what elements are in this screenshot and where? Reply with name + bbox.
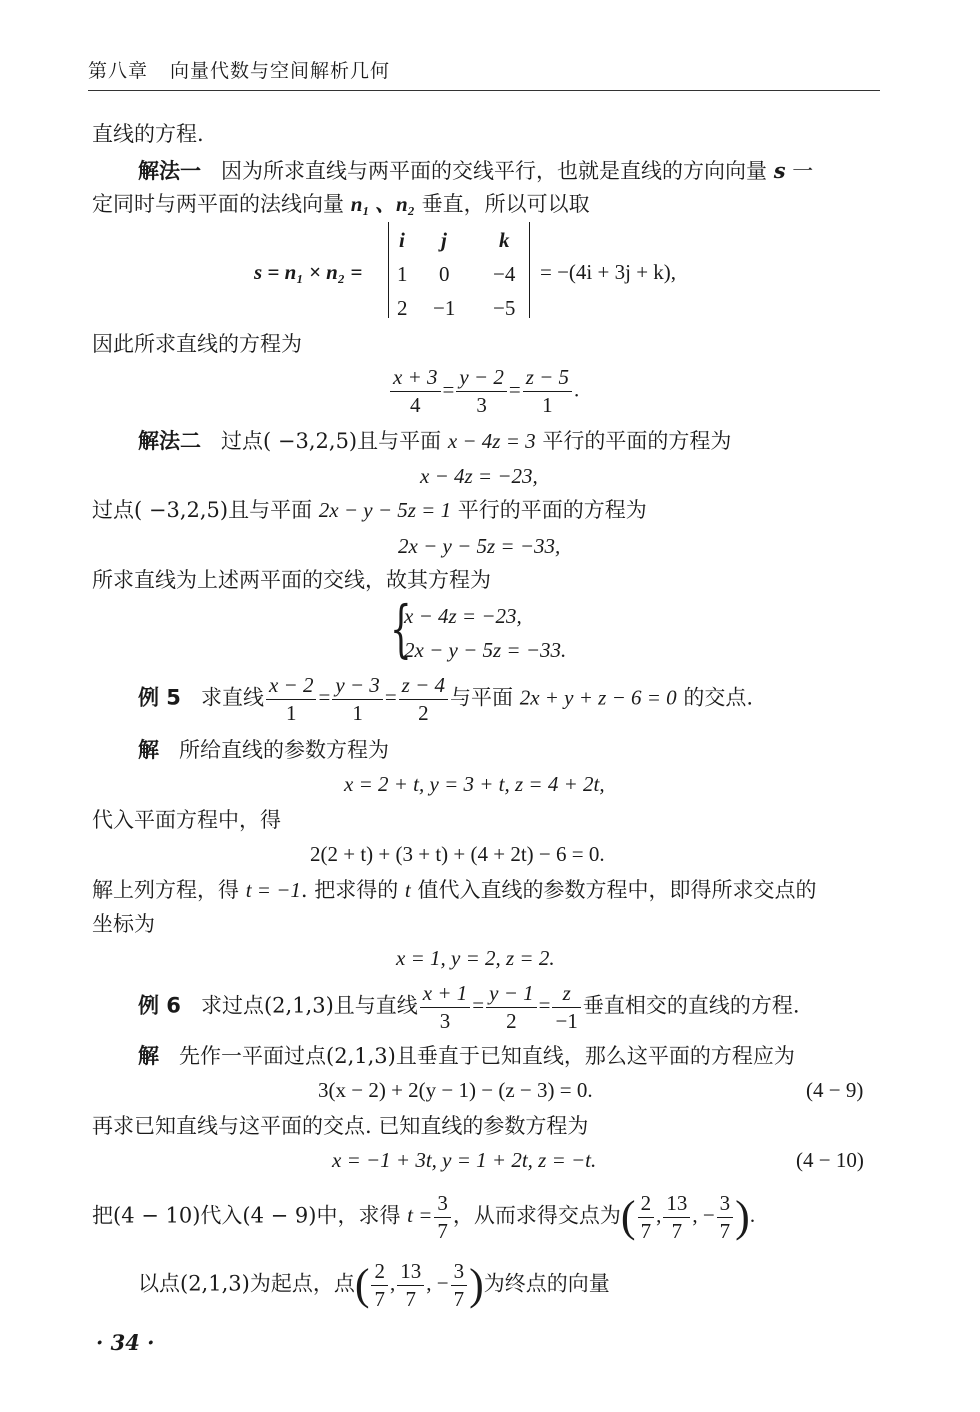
cross-product-rhs bbox=[540, 262, 676, 283]
fraction-denominator: 1 bbox=[285, 701, 297, 726]
text-fragment: 为终点的向量 bbox=[483, 1271, 610, 1296]
text-fragment: 再求已知直线与这平面的交点. 已知直线的参数方程为 bbox=[92, 1114, 589, 1138]
math-expression: x − 4z = 3 bbox=[447, 429, 536, 453]
equation-4-9 bbox=[318, 1080, 593, 1101]
fraction-numerator: z − 4 bbox=[399, 674, 448, 700]
fraction-denominator: 7 bbox=[671, 1219, 683, 1244]
math-expression: x − 4z = −23, bbox=[420, 464, 538, 488]
fraction-numerator: 3 bbox=[451, 1260, 468, 1286]
system-equation-1 bbox=[404, 606, 522, 627]
det-cell: 0 bbox=[439, 262, 450, 286]
fraction-denominator: 7 bbox=[374, 1287, 385, 1312]
paragraph-line: 把(4 − 10)代入(4 − 9)中，求得 t = $\frac{3}{7}$ ，从而求得交点为( $\frac{2}{7}$ , $\frac{13}{7}$ , − $\frac{3}{7}$ ). bbox=[92, 1191, 756, 1244]
method-two-label: 解法二 bbox=[138, 429, 201, 453]
chapter-number: 第八章 bbox=[88, 60, 149, 82]
solution-label: 解 bbox=[138, 1044, 159, 1068]
paragraph-line bbox=[92, 1116, 588, 1137]
paragraph-line bbox=[92, 334, 302, 355]
fraction-denominator: 7 bbox=[640, 1219, 652, 1244]
math-expression: = −(4i + 3j + k), bbox=[540, 260, 677, 284]
header-rule bbox=[88, 90, 880, 91]
det-cell: j bbox=[441, 228, 447, 252]
parametric-equation bbox=[344, 774, 605, 795]
math-expression: 2x + y + z − 6 = 0 bbox=[519, 685, 677, 710]
text-fragment: 与平面 bbox=[450, 685, 513, 710]
fraction-numerator: 2 bbox=[638, 1192, 655, 1218]
substituted-equation bbox=[310, 844, 605, 865]
fraction-denominator: 1 bbox=[352, 701, 363, 726]
fraction-numerator: x + 1 bbox=[420, 982, 471, 1008]
text-fragment: 垂直，所以可以取 bbox=[421, 192, 590, 216]
det-cell: −5 bbox=[493, 296, 516, 320]
solution-label: 解 bbox=[138, 738, 159, 762]
fraction-denominator: 2 bbox=[418, 701, 429, 726]
equation-tag: (4 − 9) bbox=[806, 1078, 864, 1102]
text-fragment: 坐标为 bbox=[92, 912, 155, 936]
det-cell: 1 bbox=[397, 262, 408, 286]
system-brace: { bbox=[390, 592, 412, 665]
fraction-numerator: y − 2 bbox=[456, 366, 507, 392]
math-expression: x − 4z = −23, bbox=[404, 604, 522, 628]
fraction-denominator: 7 bbox=[437, 1219, 448, 1244]
equation-tag: (4 − 10) bbox=[796, 1148, 864, 1172]
math-normals: n₁ 、n₂ bbox=[350, 192, 415, 216]
fraction-denominator: 2 bbox=[506, 1009, 517, 1034]
math-expression: s = n₁ × n₂ = bbox=[254, 260, 363, 284]
text-fragment: 因此所求直线的方程为 bbox=[92, 332, 302, 356]
equation-tag-4-10 bbox=[796, 1150, 864, 1171]
paragraph-line bbox=[92, 194, 590, 215]
text-fragment: 求过点(2,1,3)且与直线 bbox=[200, 993, 418, 1018]
paragraph-line bbox=[92, 500, 647, 521]
text-fragment: 过点( −3,2,5)且与平面 bbox=[221, 429, 442, 453]
math-expression: x = −1 + 3t, y = 1 + 2t, z = −t. bbox=[332, 1148, 597, 1172]
text-fragment: 所给直线的参数方程为 bbox=[179, 738, 390, 762]
det-cell: 2 bbox=[397, 296, 408, 320]
math-expression: t bbox=[404, 878, 411, 902]
fraction-numerator: 2 bbox=[371, 1260, 388, 1286]
paragraph-line bbox=[92, 124, 204, 145]
text-fragment: 的交点. bbox=[683, 685, 754, 710]
plane-equation bbox=[420, 466, 538, 487]
chapter-title: 向量代数与空间解析几何 bbox=[170, 60, 391, 82]
fraction-denominator: 7 bbox=[719, 1219, 731, 1244]
text-fragment: 定同时与两平面的法线向量 bbox=[92, 192, 344, 216]
text-fragment: 平行的平面的方程为 bbox=[457, 498, 647, 522]
text-fragment: 所求直线为上述两平面的交线，故其方程为 bbox=[92, 568, 491, 592]
fraction-numerator: 3 bbox=[717, 1192, 734, 1218]
text-fragment: 求直线 bbox=[200, 685, 264, 710]
det-cell: i bbox=[399, 228, 405, 252]
text-fragment: 因为所求直线与两平面的交线平行，也就是直线的方向向量 bbox=[221, 159, 768, 183]
fraction-denominator: 7 bbox=[405, 1287, 416, 1312]
fraction-numerator: x − 2 bbox=[266, 674, 317, 700]
method-one-label: 解法一 bbox=[138, 159, 201, 183]
fraction-numerator: z − 5 bbox=[523, 366, 572, 392]
example-five-statement: 例 5 求直线 $\frac{x - 2}{1}$ = $\frac{y - 3}{1}$ = $\frac{z - 4}{2}$ 与平面 2x + y + z − 6 = 0 的交点. bbox=[138, 673, 754, 726]
method-two-line bbox=[138, 431, 731, 452]
running-header bbox=[88, 56, 390, 83]
example-five-label: 例 5 bbox=[138, 685, 181, 710]
equation-tag-4-9 bbox=[806, 1080, 863, 1101]
text-fragment: 以点(2,1,3)为起点，点 bbox=[138, 1271, 355, 1296]
text-fragment: 一 bbox=[792, 159, 814, 183]
fraction-denominator: 4 bbox=[410, 393, 421, 418]
system-equation-2 bbox=[404, 640, 566, 661]
math-expression: 2x − y − 5z = −33. bbox=[404, 638, 567, 662]
text-fragment: 解上列方程，得 bbox=[92, 878, 239, 902]
math-expression: t = −1 bbox=[245, 878, 301, 902]
solution-line bbox=[138, 740, 389, 761]
equation-4-10 bbox=[332, 1150, 596, 1171]
plane-equation bbox=[398, 536, 560, 557]
math-s: s bbox=[773, 158, 786, 183]
fraction-numerator: y − 1 bbox=[486, 982, 537, 1008]
fraction-numerator: z bbox=[552, 982, 580, 1008]
text-fragment: 直线的方程. bbox=[92, 122, 204, 146]
paragraph-line bbox=[92, 810, 281, 831]
fraction-denominator: 3 bbox=[476, 393, 487, 418]
text-fragment: 垂直相交的直线的方程. bbox=[582, 993, 800, 1018]
determinant bbox=[388, 222, 530, 318]
paragraph-line bbox=[92, 880, 816, 901]
fraction-numerator: 13 bbox=[663, 1192, 690, 1218]
math-expression: 2x − y − 5z = 1 bbox=[318, 498, 452, 522]
fraction-numerator: 3 bbox=[434, 1192, 451, 1218]
fraction-numerator: x + 3 bbox=[390, 366, 441, 392]
det-cell: −4 bbox=[493, 262, 516, 286]
example-six-label: 例 6 bbox=[138, 993, 181, 1018]
paragraph-line: 以点(2,1,3)为起点，点( $\frac{2}{7}$ , $\frac{13}{7}$ , − $\frac{3}{7}$ )为终点的向量 bbox=[138, 1259, 610, 1312]
text-fragment: 把(4 − 10)代入(4 − 9)中，求得 bbox=[92, 1203, 401, 1228]
page-number: · 34 · bbox=[96, 1330, 155, 1355]
det-cell: k bbox=[499, 228, 510, 252]
intersection-point bbox=[396, 948, 555, 969]
line-equation: $\frac{x + 3}{4}$ = $\frac{y - 2}{3}$ = $\frac{z - 5}{1}$ . bbox=[388, 366, 579, 417]
cross-product-lhs bbox=[254, 262, 362, 283]
math-expression: 2(2 + t) + (3 + t) + (4 + 2t) − 6 = 0. bbox=[310, 842, 605, 866]
fraction-denominator: −1 bbox=[555, 1009, 578, 1034]
fraction-denominator: 3 bbox=[439, 1009, 451, 1034]
fraction-numerator: y − 3 bbox=[332, 674, 383, 700]
math-expression: 3(x − 2) + 2(y − 1) − (z − 3) = 0. bbox=[318, 1078, 593, 1102]
solution-line bbox=[138, 1046, 795, 1067]
math-expression: t = bbox=[407, 1203, 433, 1228]
det-cell: −1 bbox=[433, 296, 456, 320]
example-six-statement: 例 6 求过点(2,1,3)且与直线 $\frac{x + 1}{3}$ = $\frac{y - 1}{2}$ = $\frac{z}{-1}$ 垂直相交的直线的方程. bbox=[138, 981, 800, 1034]
text-fragment: 平行的平面的方程为 bbox=[542, 429, 732, 453]
fraction-denominator: 7 bbox=[453, 1287, 465, 1312]
paragraph-line bbox=[92, 914, 155, 935]
text-fragment: ，从而求得交点为 bbox=[452, 1203, 621, 1228]
math-expression: 2x − y − 5z = −33, bbox=[398, 534, 561, 558]
method-one-line bbox=[138, 160, 813, 182]
text-fragment: 先作一平面过点(2,1,3)且垂直于已知直线，那么这平面的方程应为 bbox=[179, 1044, 795, 1068]
paragraph-line bbox=[92, 570, 491, 591]
text-fragment: 值代入直线的参数方程中，即得所求交点的 bbox=[417, 878, 817, 902]
text-fragment: 过点( −3,2,5)且与平面 bbox=[92, 498, 313, 522]
text-fragment: 代入平面方程中，得 bbox=[92, 808, 281, 832]
fraction-denominator: 1 bbox=[542, 393, 553, 418]
math-expression: x = 1, y = 2, z = 2. bbox=[396, 946, 555, 970]
text-fragment: . 把求得的 bbox=[300, 878, 399, 902]
math-expression: x = 2 + t, y = 3 + t, z = 4 + 2t, bbox=[344, 772, 605, 796]
fraction-numerator: 13 bbox=[397, 1260, 424, 1286]
